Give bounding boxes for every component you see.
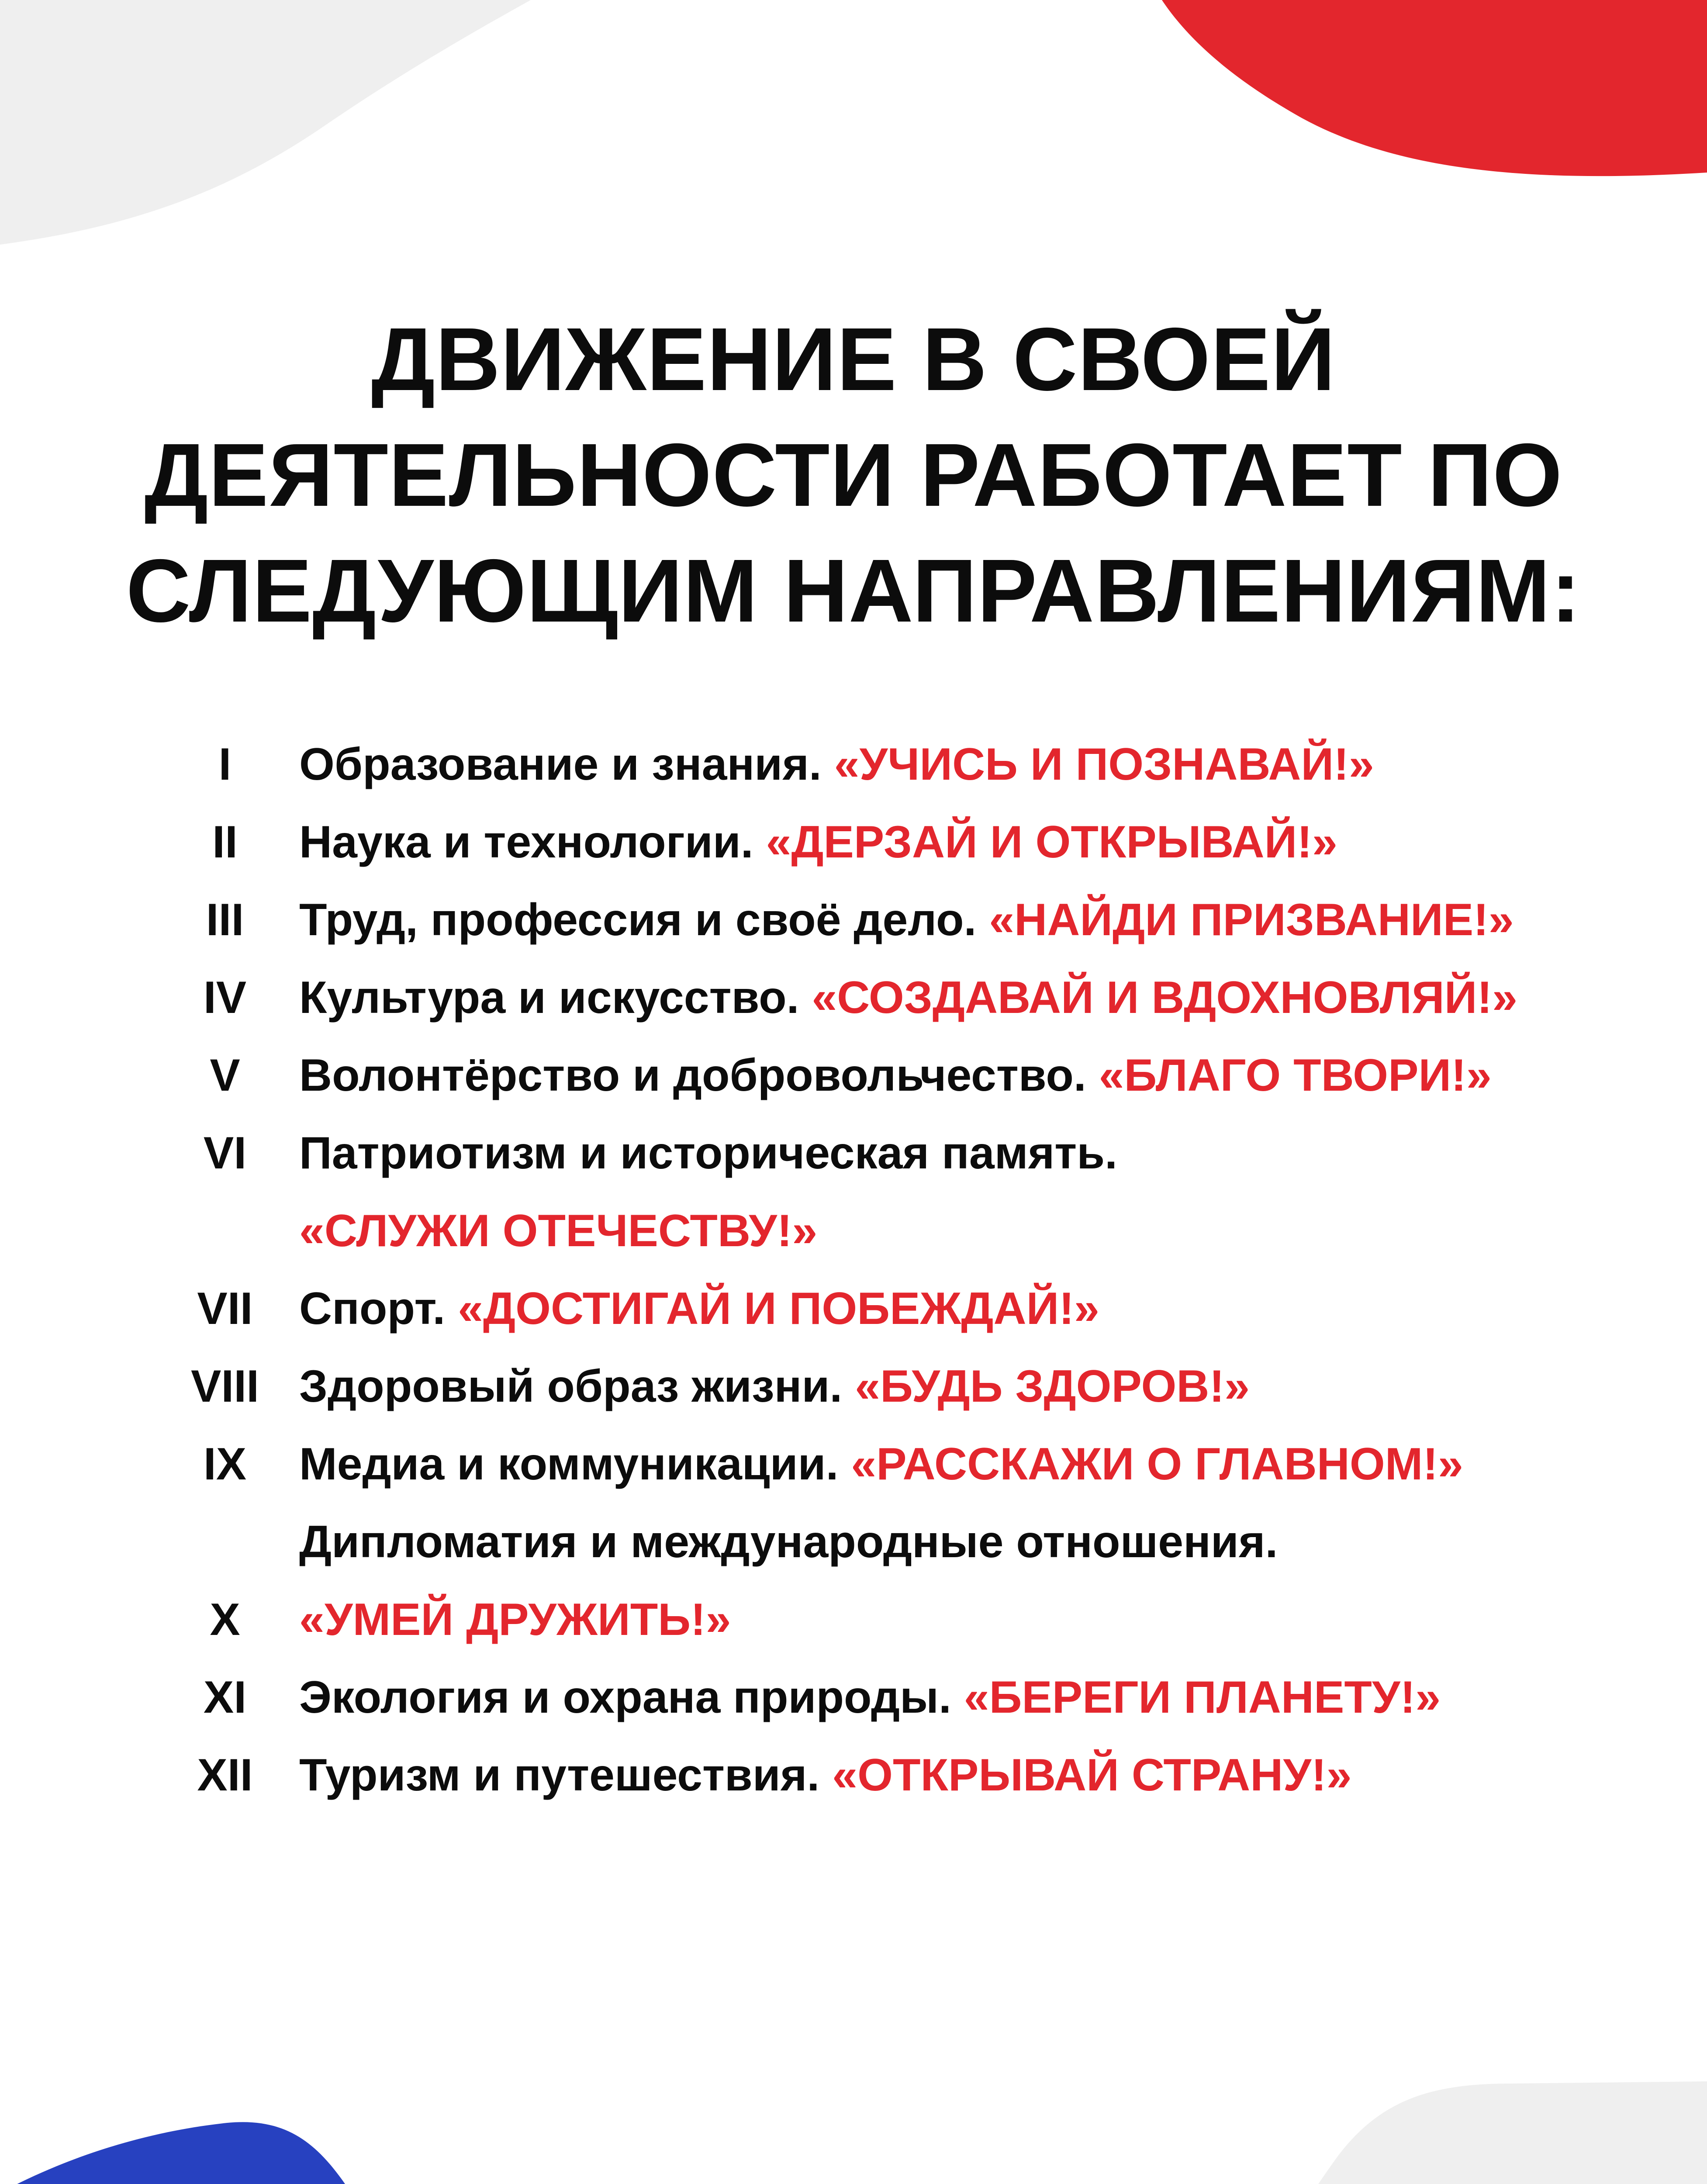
direction-item <box>0 1114 1707 1192</box>
direction-text-line <box>299 1425 1463 1503</box>
direction-item <box>0 803 1707 881</box>
direction-text-line <box>299 1347 1250 1426</box>
direction-numeral: IV <box>203 972 247 1023</box>
direction-slogan: «БЛАГО ТВОРИ!» <box>1099 1050 1492 1101</box>
direction-text: Образование и знания. <box>299 739 822 790</box>
direction-text-line <box>299 1036 1492 1115</box>
direction-item <box>0 1658 1707 1737</box>
page-title <box>0 301 1707 649</box>
direction-text-line <box>299 1736 1351 1814</box>
direction-slogan: «СОЗДАВАЙ И ВДОХНОВЛЯЙ!» <box>812 972 1517 1023</box>
direction-text-line <box>299 1269 1099 1348</box>
direction-slogan: «СЛУЖИ ОТЕЧЕСТВУ!» <box>299 1206 818 1256</box>
direction-numeral: IX <box>203 1439 247 1489</box>
direction-text: Труд, профессия и своё дело. <box>299 895 977 945</box>
gray-corner-shape-top-left <box>0 0 531 245</box>
direction-item <box>0 1736 1707 1814</box>
direction-numeral: V <box>210 1050 240 1101</box>
direction-item <box>0 881 1707 959</box>
direction-text: Патриотизм и историческая память. <box>299 1128 1118 1178</box>
direction-text: Дипломатия и международные отношения. <box>299 1517 1278 1567</box>
direction-item <box>0 725 1707 804</box>
direction-text: Медиа и коммуникации. <box>299 1439 839 1489</box>
direction-slogan: «ДЕРЗАЙ И ОТКРЫВАЙ!» <box>766 817 1337 867</box>
direction-text-line <box>299 958 1517 1037</box>
direction-numeral: VII <box>197 1283 253 1334</box>
direction-slogan: «УМЕЙ ДРУЖИТЬ!» <box>299 1594 731 1645</box>
direction-text-line <box>299 1658 1441 1737</box>
direction-text: Спорт. <box>299 1283 446 1334</box>
blue-corner-shape-bottom-left <box>0 2122 507 2184</box>
direction-slogan: «БЕРЕГИ ПЛАНЕТУ!» <box>964 1672 1441 1723</box>
direction-text-line <box>299 725 1374 804</box>
title-line-3: СЛЕДУЮЩИМ НАПРАВЛЕНИЯМ: <box>126 541 1581 641</box>
red-corner-shape-top-right <box>1162 0 1707 176</box>
direction-slogan: «БУДЬ ЗДОРОВ!» <box>855 1361 1250 1412</box>
direction-slogan: «НАЙДИ ПРИЗВАНИЕ!» <box>989 895 1514 945</box>
direction-item <box>0 1580 1707 1659</box>
direction-item-preline <box>0 1503 1707 1581</box>
direction-text: Туризм и путешествия. <box>299 1750 820 1800</box>
direction-slogan: «ОТКРЫВАЙ СТРАНУ!» <box>832 1750 1352 1800</box>
direction-item-continuation <box>0 1192 1707 1270</box>
direction-text: Культура и искусство. <box>299 972 799 1023</box>
direction-item <box>0 1269 1707 1348</box>
direction-text: Волонтёрство и добровольчество. <box>299 1050 1086 1101</box>
direction-text: Здоровый образ жизни. <box>299 1361 843 1412</box>
direction-text: Наука и технологии. <box>299 817 753 867</box>
direction-item <box>0 1347 1707 1426</box>
direction-numeral: III <box>206 895 244 945</box>
direction-slogan: «УЧИСЬ И ПОЗНАВАЙ!» <box>834 739 1374 790</box>
direction-slogan: «РАССКАЖИ О ГЛАВНОМ!» <box>851 1439 1463 1489</box>
direction-text-line <box>299 881 1514 959</box>
direction-numeral: VI <box>203 1128 247 1178</box>
direction-item <box>0 1036 1707 1115</box>
title-line-2: ДЕЯТЕЛЬНОСТИ РАБОТАЕТ ПО <box>144 425 1563 525</box>
direction-numeral: II <box>212 817 238 867</box>
gray-corner-shape-bottom-right <box>1188 2081 1707 2184</box>
direction-numeral: X <box>210 1594 240 1645</box>
direction-item <box>0 958 1707 1037</box>
direction-numeral: XI <box>203 1672 247 1723</box>
direction-numeral: VIII <box>190 1361 259 1412</box>
direction-numeral: XII <box>197 1750 253 1800</box>
direction-item <box>0 1425 1707 1503</box>
direction-text-line <box>299 803 1337 881</box>
title-line-1: ДВИЖЕНИЕ В СВОЕЙ <box>371 309 1336 409</box>
direction-slogan: «ДОСТИГАЙ И ПОБЕЖДАЙ!» <box>458 1283 1099 1334</box>
direction-numeral: I <box>218 739 232 790</box>
direction-text: Экология и охрана природы. <box>299 1672 951 1723</box>
